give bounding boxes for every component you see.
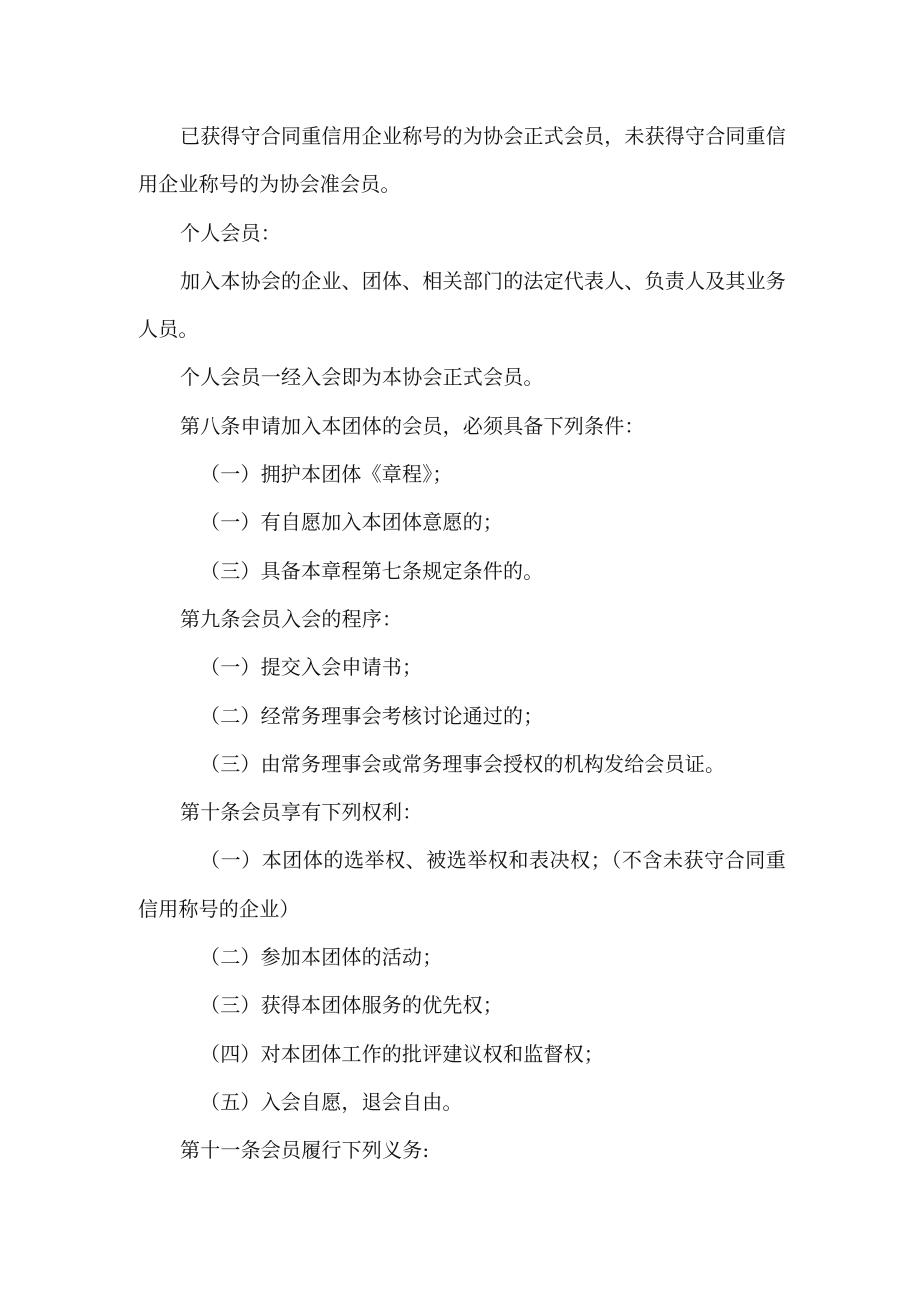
article-8-item-2: （一）有自愿加入本团体意愿的； [200, 510, 503, 535]
document-body [138, 112, 786, 1175]
article-9-item-3: （三）由常务理事会或常务理事会授权的机构发给会员证。 [200, 751, 726, 776]
article-9-item-1: （一）提交入会申请书； [200, 655, 423, 680]
paragraph-membership-status: 已获得守合同重信用企业称号的为协会正式会员，未获得守合同重信用企业称号的为协会准会员。 [138, 124, 786, 197]
article-11-heading: 第十一条会员履行下列义务: [180, 1138, 430, 1163]
article-10-item-4: （四）对本团体工作的批评建议权和监督权； [200, 1041, 604, 1066]
article-9-heading: 第九条会员入会的程序： [180, 606, 403, 631]
article-10-item-5: （五）入会自愿，退会自由。 [200, 1089, 463, 1114]
paragraph-individual-member-definition: 加入本协会的企业、团体、相关部门的法定代表人、负责人及其业务人员。 [138, 268, 786, 342]
article-10-item-1: （一）本团体的选举权、被选举权和表决权；（不含未获守合同重信用称号的企业） [138, 848, 786, 921]
article-8-heading: 第八条申请加入本团体的会员，必须具备下列条件： [180, 413, 645, 438]
article-10-item-2: （二）参加本团体的活动； [200, 945, 443, 970]
article-8-item-3: （三）具备本章程第七条规定条件的。 [200, 558, 544, 583]
article-10-item-3: （三）获得本团体服务的优先权； [200, 993, 503, 1018]
article-8-item-1: （一）拥护本团体《章程》； [200, 462, 453, 487]
article-9-item-2: （二）经常务理事会考核讨论通过的； [200, 703, 544, 728]
paragraph-individual-member-heading: 个人会员： [180, 220, 281, 245]
article-10-heading: 第十条会员享有下列权利： [180, 800, 423, 825]
paragraph-individual-member-formal: 个人会员一经入会即为本协会正式会员。 [180, 365, 544, 390]
